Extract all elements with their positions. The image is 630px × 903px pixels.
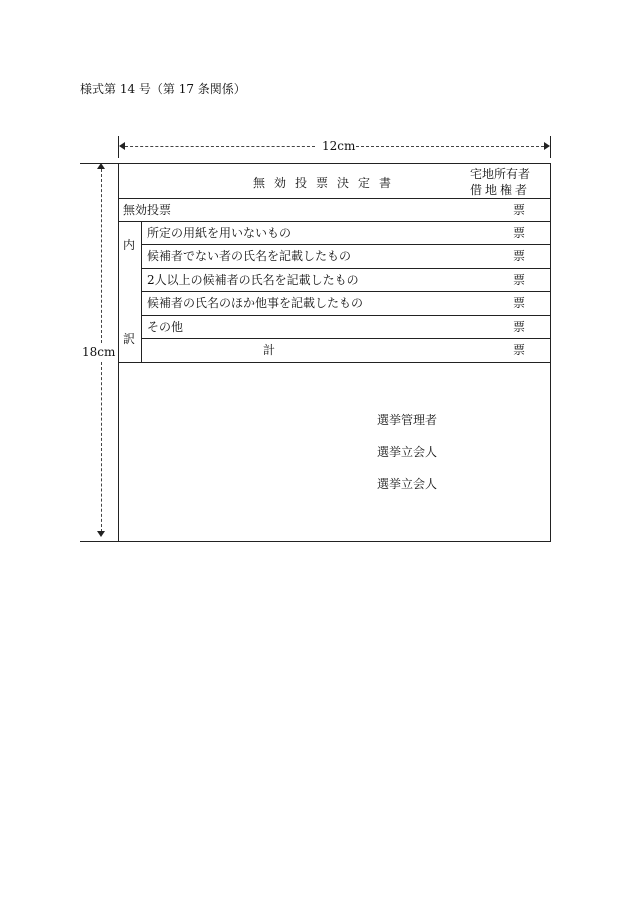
form-right-border [550,163,551,541]
form-left-border [118,163,119,541]
row-divider [118,198,551,199]
row-divider [141,244,551,245]
height-label: 18cm [82,345,116,359]
width-label: 12cm [322,139,356,153]
header-right-line1: 宅地所有者 [470,167,531,181]
height-dash-bottom [101,362,102,532]
signature-witness-1: 選挙立会人 [377,445,438,459]
total-label: 計 [263,343,276,357]
vote-unit: 票 [513,203,526,217]
vote-unit: 票 [513,226,526,240]
invalid-votes-label: 無効投票 [123,203,172,217]
form-label: 様式第 14 号（第 17 条関係） [80,82,246,96]
breakdown-item: 所定の用紙を用いないもの [147,226,292,240]
vote-unit: 票 [513,249,526,263]
row-divider [141,338,551,339]
row-divider [118,362,551,363]
form-title: 無効投票決定書 [253,176,401,190]
row-divider [141,268,551,269]
row-divider [118,221,551,222]
breakdown-label-bottom: 訳 [123,332,136,346]
row-divider [141,291,551,292]
breakdown-item: 2人以上の候補者の氏名を記載したもの [147,273,359,287]
breakdown-label-top: 内 [123,238,136,252]
width-dash-right [356,146,544,147]
width-tick-right [550,136,551,158]
signature-election-manager: 選挙管理者 [377,413,438,427]
vote-unit: 票 [513,343,526,357]
vote-unit: 票 [513,273,526,287]
width-dash-left [125,146,315,147]
vote-unit: 票 [513,320,526,334]
form-top-border [80,163,551,164]
row-divider [141,315,551,316]
header-right-line2: 借地権者 [470,183,531,197]
arrow-right-icon [544,142,550,150]
signature-witness-2: 選挙立会人 [377,477,438,491]
form-bottom-border [80,541,551,542]
breakdown-item: 候補者でない者の氏名を記載したもの [147,249,352,263]
breakdown-item: 候補者の氏名のほか他事を記載したもの [147,296,364,310]
breakdown-item: その他 [147,320,184,334]
vote-unit: 票 [513,296,526,310]
arrow-down-icon [97,531,105,537]
height-dash-top [101,169,102,343]
